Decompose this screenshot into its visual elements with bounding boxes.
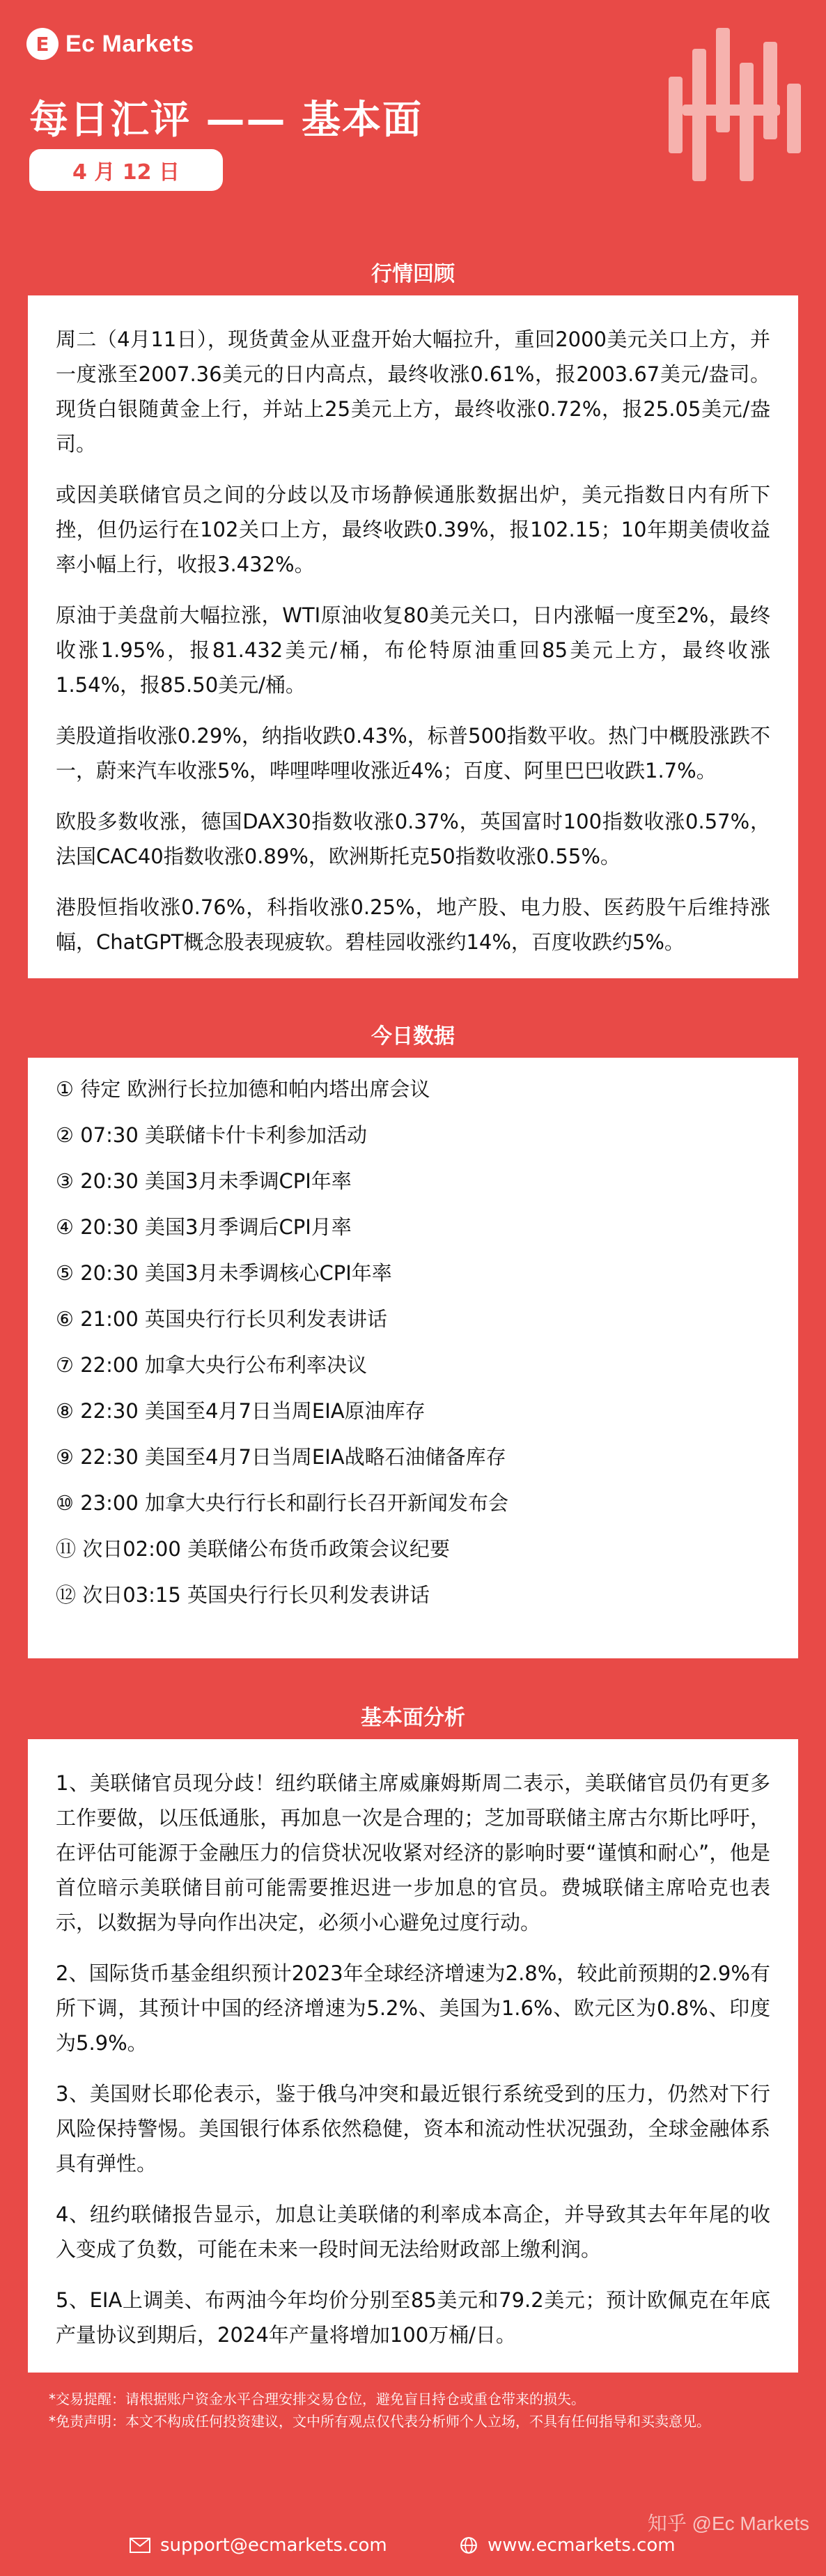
list-item: ⑧ 22:30 美国至4月7日当周EIA原油库存 (56, 1399, 426, 1423)
list-item: ④ 20:30 美国3月季调后CPI月率 (56, 1215, 352, 1239)
list-item: ⑤ 20:30 美国3月未季调核心CPI年率 (56, 1261, 392, 1285)
review-paragraph: 原油于美盘前大幅拉涨，WTI原油收复80美元关口，日内涨幅一度至2%，最终收涨1.95%，报81.432美元/桶，布伦特原油重回85美元上方，最终收涨1.54%，报85.50美元/桶。 (56, 603, 770, 697)
analysis-paragraph: 1、美联储官员现分歧！纽约联储主席威廉姆斯周二表示，美联储官员仍有更多工作要做，以压低通胀，再加息一次是合理的；芝加哥联储主席古尔斯比呼吁，在评估可能源于金融压力的信贷状况收紧对经济的影响时要“谨慎和耐心”，他是首位暗示美联储目前可能需要推迟进一步加息的官员。费城联储主席哈克也表示，以数据为导向作出决定，必须小心避免过度行动。 (56, 1771, 770, 1934)
today-data-heading: 今日数据 (28, 1010, 798, 1058)
list-item: ⑨ 22:30 美国至4月7日当周EIA战略石油储备库存 (56, 1445, 506, 1469)
list-item: ⑥ 21:00 英国央行行长贝利发表讲话 (56, 1307, 388, 1331)
list-item: ⑫ 次日03:15 英国央行行长贝利发表讲话 (56, 1583, 430, 1607)
market-review-body (56, 322, 770, 975)
list-item: ⑩ 23:00 加拿大央行行长和副行长召开新闻发布会 (56, 1491, 509, 1515)
fundamental-analysis-card (28, 1692, 798, 2477)
date-badge: 4 月 12 日 (29, 149, 223, 191)
brand-name: Ec Markets (65, 30, 194, 57)
market-review-card (28, 248, 798, 978)
risk-notice: *交易提醒：请根据账户资金水平合理安排交易仓位，避免盲目持仓或重仓带来的损失。 (49, 2391, 585, 2407)
brand-logo (26, 26, 194, 61)
footer-website[interactable] (460, 2535, 676, 2556)
list-item: ⑦ 22:00 加拿大央行公布利率决议 (56, 1353, 368, 1377)
ec-logo-icon: E (26, 28, 59, 60)
website-link[interactable]: www.ecmarkets.com (488, 2535, 676, 2556)
fundamental-analysis-heading: 基本面分析 (28, 1692, 798, 1739)
review-paragraph: 周二（4月11日），现货黄金从亚盘开始大幅拉升，重回2000美元关口上方，并一度涨至2007.36美元的日内高点，最终收涨0.61%，报2003.67美元/盎司。现货白银随黄金上行，并站上25美元上方，最终收涨0.72%，报25.05美元/盎司。 (56, 327, 770, 456)
mail-icon (130, 2538, 150, 2553)
disclaimer-text (49, 2388, 773, 2432)
review-paragraph: 欧股多数收涨，德国DAX30指数收涨0.37%，英国富时100指数收涨0.57%，法国CAC40指数收涨0.89%，欧洲斯托克50指数收涨0.55%。 (56, 810, 770, 868)
page-title: 每日汇评 —— 基本面 (29, 98, 423, 143)
market-review-heading: 行情回顾 (28, 248, 798, 295)
list-item: ① 待定 欧洲行长拉加德和帕内塔出席会议 (56, 1077, 430, 1101)
review-paragraph: 美股道指收涨0.29%，纳指收跌0.43%，标普500指数平收。热门中概股涨跌不一，蔚来汽车收涨5%，哔哩哔哩收涨近4%；百度、阿里巴巴收跌1.7%。 (56, 724, 770, 782)
list-item: ⑪ 次日02:00 美联储公布货币政策会议纪要 (56, 1537, 451, 1561)
analysis-paragraph: 5、EIA上调美、布两油今年均价分别至85美元和79.2美元；预计欧佩克在年底产量协议到期后，2024年产量将增加100万桶/日。 (56, 2288, 770, 2347)
analysis-paragraph: 2、国际货币基金组织预计2023年全球经济增速为2.8%，较此前预期的2.9%有所下调，其预计中国的经济增速为5.2%、美国为1.6%、欧元区为0.8%、印度为5.9%。 (56, 1961, 770, 2055)
review-paragraph: 或因美联储官员之间的分歧以及市场静候通胀数据出炉，美元指数日内有所下挫，但仍运行在102关口上方，最终收跌0.39%，报102.15；10年期美债收益率小幅上行，收报3.432%。 (56, 483, 770, 576)
analysis-paragraph: 3、美国财长耶伦表示，鉴于俄乌冲突和最近银行系统受到的压力，仍然对下行风险保持警惕。美国银行体系依然稳健，资本和流动性状况强劲，全球金融体系具有弹性。 (56, 2082, 770, 2175)
review-paragraph: 港股恒指收涨0.76%，科指收涨0.25%，地产股、电力股、医药股午后维持涨幅，ChatGPT概念股表现疲软。碧桂园收涨约14%，百度收跌约5%。 (56, 895, 770, 954)
page-header (0, 0, 826, 209)
bars-decoration-icon (669, 28, 808, 181)
fundamental-analysis-body (56, 1766, 770, 2368)
today-data-list (56, 1066, 770, 1618)
disclaimer-panel (28, 2373, 798, 2477)
list-item: ② 07:30 美联储卡什卡利参加活动 (56, 1123, 368, 1147)
email-link[interactable]: support@ecmarkets.com (160, 2535, 387, 2556)
list-item: ③ 20:30 美国3月未季调CPI年率 (56, 1169, 352, 1193)
disclaimer-notice: *免责声明：本文不构成任何投资建议，文中所有观点仅代表分析师个人立场，不具有任何指导和买卖意见。 (49, 2413, 710, 2430)
analysis-paragraph: 4、纽约联储报告显示，加息让美联储的利率成本高企，并导致其去年年尾的收入变成了负数，可能在未来一段时间无法给财政部上缴利润。 (56, 2203, 770, 2261)
zhihu-watermark: 知乎 @Ec Markets (647, 2513, 809, 2534)
globe-icon (460, 2536, 478, 2554)
footer-email[interactable] (130, 2535, 387, 2556)
today-data-card (28, 1010, 798, 1658)
